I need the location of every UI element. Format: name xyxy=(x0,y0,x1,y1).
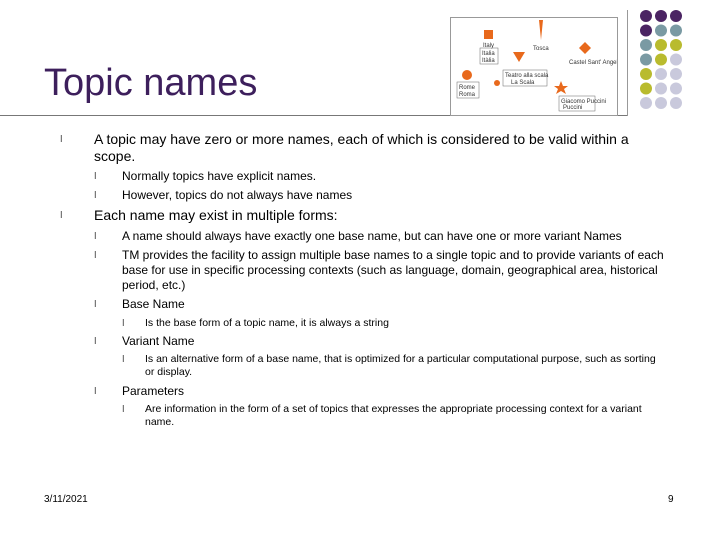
decorative-dot-grid xyxy=(636,8,720,110)
decorative-dot xyxy=(655,54,667,66)
page-number: 9 xyxy=(668,494,674,505)
teatro-dot-icon xyxy=(494,80,500,86)
tosca-icon xyxy=(539,20,543,40)
decorative-dot xyxy=(670,97,682,109)
label-teatro1: Teatro alla scala xyxy=(505,73,549,79)
label-italy-alt: Itàlia xyxy=(482,58,495,64)
footer-date: 3/11/2021 xyxy=(44,494,88,505)
label-castel: Castel Sant' Angelo xyxy=(569,60,617,66)
label-italy: Italy xyxy=(483,43,495,49)
bullet-multiple-forms: Each name may exist in multiple forms: xyxy=(94,207,338,223)
label-rome: Rome xyxy=(459,85,476,91)
bullet-icon: l xyxy=(94,172,97,182)
bullet-base-name-desc: Is the base form of a topic name, it is always a string xyxy=(145,317,389,329)
decorative-dot xyxy=(670,39,682,51)
castel-diamond-icon xyxy=(579,42,591,54)
bullet-variant-name: Variant Name xyxy=(122,334,195,348)
decorative-dot xyxy=(640,54,652,66)
puccini-star-icon xyxy=(554,81,568,94)
decorative-dot xyxy=(640,68,652,80)
bullet-icon: l xyxy=(94,337,97,347)
topic-map-diagram xyxy=(450,17,618,116)
decorative-dot xyxy=(655,10,667,22)
italy-square-icon xyxy=(484,30,493,39)
bullet-topic-names: A topic may have zero or more names, each of which is considered to be valid within a scope. xyxy=(94,131,629,164)
decorative-dot xyxy=(655,25,667,37)
bullet-base-name: Base Name xyxy=(122,297,185,311)
decorative-dot xyxy=(655,83,667,95)
page-title: Topic names xyxy=(44,62,258,104)
label-puccini2: Puccini xyxy=(563,105,583,111)
label-roma: Roma xyxy=(459,92,476,98)
bullet-variant-name-desc: Is an alternative form of a base name, that is optimized for a particular computational purpose, such as sorting or display. xyxy=(145,353,656,378)
decorative-dot xyxy=(655,97,667,109)
bullet-no-names: However, topics do not always have names xyxy=(122,188,353,202)
bullet-parameters: Parameters xyxy=(122,384,185,398)
decorative-dot xyxy=(655,39,667,51)
label-tosca: Tosca xyxy=(533,46,549,52)
decorative-dot xyxy=(670,25,682,37)
bullet-icon: l xyxy=(122,405,125,415)
triangle-icon xyxy=(513,52,525,62)
decorative-dot xyxy=(670,54,682,66)
decorative-dot xyxy=(640,83,652,95)
decorative-dot xyxy=(640,25,652,37)
bullet-icon: l xyxy=(94,387,97,397)
decorative-dot xyxy=(670,68,682,80)
bullet-tm-facility: TM provides the facility to assign multiple base names to a single topic and to provide variants of each base for use in specific processing contexts (such as language, domain, geographical area, historical period, etc.) xyxy=(122,248,664,292)
bullet-icon: l xyxy=(60,211,63,221)
decorative-dot xyxy=(670,10,682,22)
label-italia: Italia xyxy=(482,51,495,57)
decorative-dot xyxy=(640,39,652,51)
bullet-icon: l xyxy=(94,191,97,201)
bullet-icon: l xyxy=(60,135,63,145)
bullet-explicit-names: Normally topics have explicit names. xyxy=(122,169,317,183)
bullet-icon: l xyxy=(94,232,97,242)
bullet-icon: l xyxy=(94,300,97,310)
bullet-base-name-rule: A name should always have exactly one base name, but can have one or more variant Names xyxy=(122,229,622,243)
decorative-dot xyxy=(640,97,652,109)
label-teatro2: La Scala xyxy=(511,80,535,86)
bullet-parameters-desc: Are information in the form of a set of topics that expresses the appropriate processing context for a variant name. xyxy=(145,403,642,428)
topic-map-illustration xyxy=(451,18,617,115)
decorative-dot xyxy=(640,10,652,22)
bullet-icon: l xyxy=(122,319,125,329)
decorative-dot xyxy=(670,83,682,95)
bullet-icon: l xyxy=(94,251,97,261)
bullet-icon: l xyxy=(122,355,125,365)
vertical-divider xyxy=(627,10,628,116)
label-puccini1: Giacomo Puccini xyxy=(561,99,607,105)
rome-circle-icon xyxy=(462,70,472,80)
decorative-dot xyxy=(655,68,667,80)
